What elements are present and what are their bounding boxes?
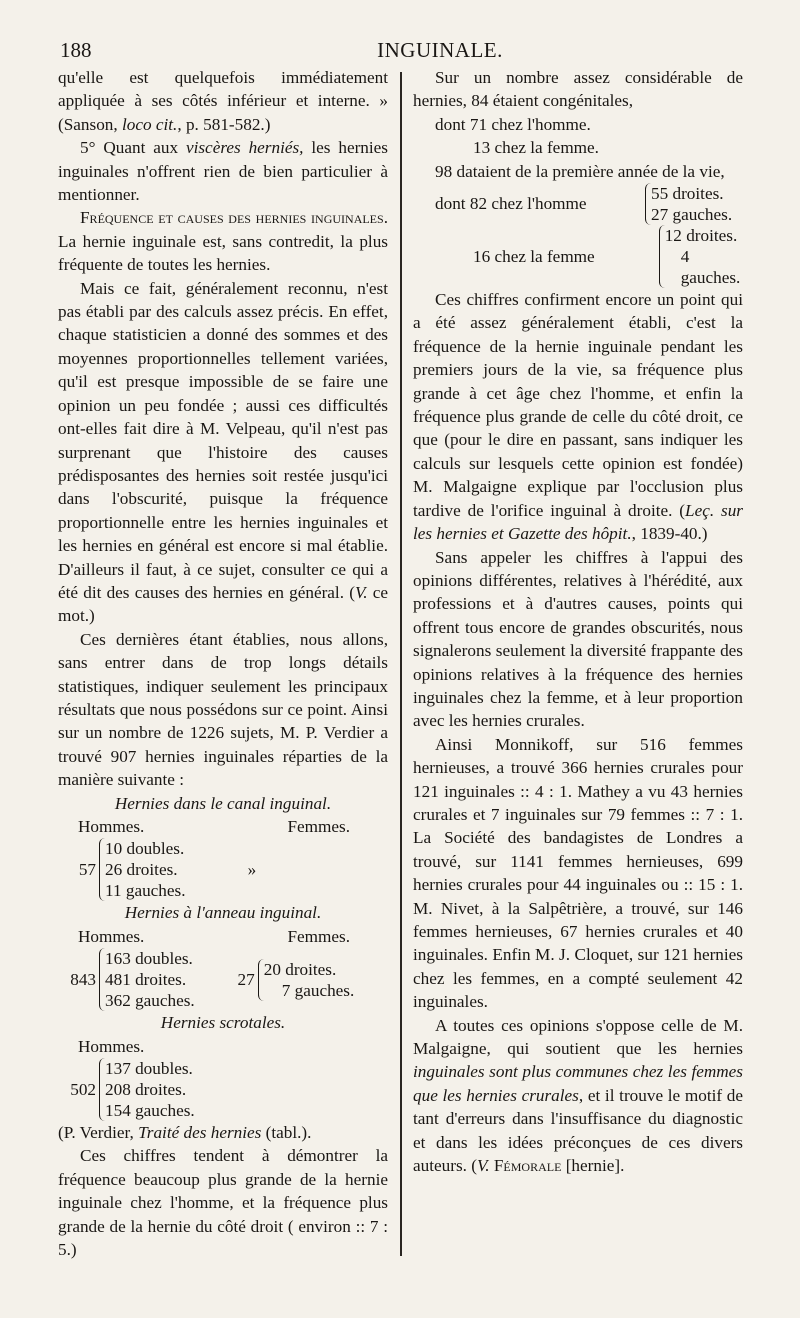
table-title: Hernies scrotales. [160,1013,286,1033]
page-header [60,38,760,68]
left-column [58,66,388,1261]
table-header: Hommes. Femmes. [78,817,350,836]
citation: (P. Verdier, Traité des hernies (tabl.). [58,1123,312,1143]
page-number: 188 [60,38,92,62]
stat-line: dont 71 chez l'homme. [435,114,591,134]
stat-group: 16 chez la femme 12 droites. 4 gauches. [413,225,743,288]
table-title: Hernies à l'anneau inguinal. [124,903,322,923]
paragraph: 5° Quant aux viscères herniés, les hernies inguinales n'offrent rien de bien particulier à mentionner. [58,138,388,205]
table-header: Hommes. [78,1036,145,1056]
stat-group: 57 10 doubles. 26 droites. » 11 gauches. [78,839,257,901]
stat-line: 13 chez la femme. [473,138,599,158]
paragraph: A toutes ces opinions s'oppose celle de M. Malgaigne, qui soutient que les hernies inguinales sont plus communes chez les femmes que les hernies crurales, et il trouve le motif de tant d'erreurs dans l'insuffisance du diagnostic et dans les idées préconçues de ces divers auteurs. (V. Fémorale [hernie]. [413,1015,743,1176]
table-title: Hernies dans le canal inguinal. [114,793,332,813]
stat-group: dont 82 chez l'homme 55 droites. 27 gauches. [435,184,733,225]
paragraph: Sur un nombre assez considérable de hernies, 84 étaient congénitales, [413,68,743,111]
paragraph: Ainsi Monnikoff, sur 516 femmes hernieuses, a trouvé 366 hernies crurales pour 121 inguinales :: 4 : 1. Mathey a vu 43 hernies crurales et 7 inguinales sur 79 femmes :: 7 : 1. La Société des bandagistes de Londres a trouvé, sur 1141 femmes hernieuses, 699 hernies crurales pour 44 inguinales ou :: 15 : 1. M. Nivet, à la Salpêtrière, a trouvé, sur 146 femmes hernieuses, 67 hernies crurales et 40 inguinales. Enfin M. J. Cloquet, sur 121 hernies chez les femmes, en a compté seulement 42 inguinales. [413,734,743,1012]
paragraph: Ces chiffres tendent à démontrer la fréquence beaucoup plus grande de la hernie inguinale chez l'homme, et la fréquence plus grande de la hernie du côté droit ( environ :: 7 : 5.) [58,1146,388,1260]
stat-group: 502 137 doubles. 208 droites. 154 gauches. [70,1059,195,1121]
paragraph: 98 dataient de la première année de la vie, [435,161,725,181]
paragraph: Sans appeler les chiffres à l'appui des opinions différentes, relatives à l'hérédité, aux professions et à d'autres causes, points qui offrent tous encore de grandes obscurités, nous signalerons seulement la diversité frappante des opinions relatives à la fréquence des hernies inguinales chez la femme, et à leur proportion avec les hernies crurales. [413,547,743,731]
paragraph: qu'elle est quelquefois immédiatement appliquée à ses côtés inférieur et interne. » (Sanson, loco cit., p. 581-582.) [58,68,388,134]
table-header: Hommes. Femmes. [78,926,350,946]
paragraph: Mais ce fait, généralement reconnu, n'est pas établi par des calculs assez précis. En effet, chaque statisticien a donné des sommes et des moyennes proportionnelles tellement variées, qu'il est presque impossible de se faire une opinion un peu fondée ; aussi ces difficultés ont-elles fait dire à M. Velpeau, qu'il n'est pas surprenant que l'histoire des causes prédisposantes des hernies soit restée jusqu'ici dans l'obscurité, puisque la fréquence proportionnelle entre les hernies inguinales et les hernies en général est encore si mal établie. D'ailleurs il faut, à ce sujet, consulter ce qui a été dit des causes des hernies en général. (V. ce mot.) [58,278,388,626]
paragraph: Fréquence et causes des hernies inguinales. La hernie inguinale est, sans contredit, la plus fréquente de toutes les hernies. [58,208,388,275]
stat-group: 843 163 doubles. 481 droites. 362 gauches. 27 20 droites. 7 gauches. [70,949,355,1011]
right-column [413,66,743,1177]
paragraph: Ces chiffres confirment encore un point qui a été assez généralement établi, c'est la fréquence de la hernie inguinale pendant les premiers jours de la vie, sa fréquence plus grande à cet âge chez l'homme, et enfin la fréquence plus grande de celle du côté droit, ce que (pour le dire en passant, sans indiquer les calculs sur lesquels cette opinion est fondée) M. Malgaigne explique par l'occlusion plus tardive de l'orifice inguinal à droite. (Leç. sur les hernies et Gazette des hôpit., 1839-40.) [413,290,743,544]
section-heading: Fréquence et causes des hernies inguinales. [80,208,388,228]
running-title: INGUINALE. [377,38,503,62]
paragraph: Ces dernières étant établies, nous allons, sans entrer dans de trop longs détails statistiques, indiquer seulement les principaux résultats que nous possédons sur ce point. Ainsi sur un nombre de 1226 sujets, M. P. Verdier a trouvé 907 hernies inguinales réparties de la manière suivante : [58,629,388,790]
column-divider [400,72,402,1256]
